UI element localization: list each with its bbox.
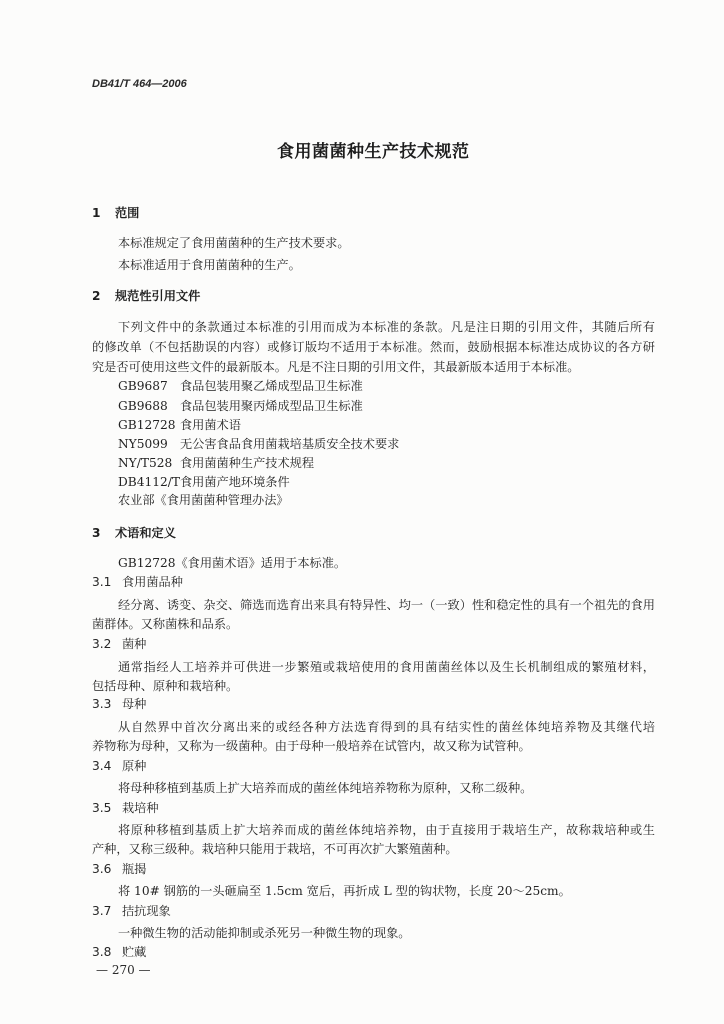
section-heading: 规范性引用文件 bbox=[115, 289, 201, 303]
reference-code: NY/T528 bbox=[118, 456, 173, 470]
definition-line: 包括母种、原种和栽培种。 bbox=[92, 679, 239, 693]
reference-title: 无公害食品食用菌栽培基质安全技术要求 bbox=[180, 437, 400, 451]
definition-line: 一种微生物的活动能抑制或杀死另一种微生物的现象。 bbox=[118, 926, 411, 940]
definition-line: 从自然界中首次分离出来的或经各种方法选育得到的具有结实性的菌丝体纯培养物及其继代培 bbox=[118, 720, 655, 734]
section-heading: 术语和定义 bbox=[115, 526, 176, 540]
term-heading: 食用菌品种 bbox=[122, 575, 183, 589]
reference-title: 食用菌菌种生产技术规程 bbox=[180, 456, 315, 470]
section-heading: 范围 bbox=[115, 206, 140, 220]
term-heading: 拮抗现象 bbox=[122, 904, 171, 918]
reference-title: 食品包装用聚乙烯成型品卫生标准 bbox=[180, 379, 363, 393]
paragraph-line: 本标准规定了食用菌菌种的生产技术要求。 bbox=[118, 236, 350, 250]
section-number: 3 bbox=[92, 526, 101, 540]
term-heading: 贮藏 bbox=[122, 945, 147, 959]
definition-line: 经分离、诱变、杂交、筛选而选育出来具有特异性、均一（一致）性和稳定性的具有一个祖先的食用 bbox=[118, 598, 655, 612]
definition-line: 养物称为母种，又称为一级菌种。由于母种一般培养在试管内，故又称为试管种。 bbox=[92, 739, 531, 753]
document-title: 食用菌菌种生产技术规范 bbox=[277, 142, 470, 162]
term-heading: 栽培种 bbox=[122, 801, 159, 815]
reference-title: 食品包装用聚丙烯成型品卫生标准 bbox=[180, 399, 363, 413]
reference-note: 农业部《食用菌菌种管理办法》 bbox=[118, 493, 289, 507]
page-number: — 270 — bbox=[96, 963, 151, 977]
definition-line: 通常指经人工培养并可供进一步繁殖或栽培使用的食用菌菌丝体以及生长机制组成的繁殖材料， bbox=[118, 660, 655, 674]
term-number: 3.1 bbox=[92, 575, 112, 589]
section-intro: GB12728《食用菌术语》适用于本标准。 bbox=[118, 556, 347, 570]
reference-code: NY5099 bbox=[118, 437, 168, 451]
paragraph-line: 究是否可使用这些文件的最新版本。凡是不注日期的引用文件，其最新版本适用于本标准。 bbox=[92, 360, 580, 374]
definition-line: 将 10# 钢筋的一头砸扁至 1.5cm 宽后，再折成 L 型的钩状物，长度 20～25cm。 bbox=[118, 884, 571, 898]
reference-code: GB12728 bbox=[118, 418, 176, 432]
paragraph-line: 的修改单（不包括勘误的内容）或修订版均不适用于本标准。然而，鼓励根据本标准达成协议的各方研 bbox=[92, 340, 655, 354]
term-number: 3.5 bbox=[92, 801, 112, 815]
term-heading: 瓶揭 bbox=[122, 862, 147, 876]
term-number: 3.7 bbox=[92, 904, 112, 918]
reference-title: 食用菌产地环境条件 bbox=[180, 475, 290, 489]
term-heading: 母种 bbox=[122, 697, 147, 711]
reference-code: GB9687 bbox=[118, 379, 168, 393]
definition-line: 将母种移植到基质上扩大培养而成的菌丝体纯培养物称为原种，又称二级种。 bbox=[118, 781, 533, 795]
term-number: 3.3 bbox=[92, 697, 112, 711]
reference-code: DB4112/T bbox=[118, 475, 180, 489]
section-number: 2 bbox=[92, 289, 101, 303]
reference-title: 食用菌术语 bbox=[180, 418, 241, 432]
reference-code: GB9688 bbox=[118, 399, 168, 413]
term-number: 3.8 bbox=[92, 945, 112, 959]
paragraph-line: 下列文件中的条款通过本标准的引用而成为本标准的条款。凡是注日期的引用文件，其随后所有 bbox=[118, 320, 655, 334]
term-number: 3.4 bbox=[92, 759, 112, 773]
section-number: 1 bbox=[92, 206, 101, 220]
definition-line: 将原种移植到基质上扩大培养而成的菌丝体纯培养物，由于直接用于栽培生产，故称栽培种或生 bbox=[118, 823, 655, 837]
definition-line: 菌群体。又称菌株和品系。 bbox=[92, 617, 239, 631]
term-heading: 原种 bbox=[122, 759, 147, 773]
term-number: 3.6 bbox=[92, 862, 112, 876]
term-number: 3.2 bbox=[92, 637, 112, 651]
standard-code-header: DB41/T 464—2006 bbox=[92, 78, 187, 90]
paragraph-line: 本标准适用于食用菌菌种的生产。 bbox=[118, 258, 301, 272]
term-heading: 菌种 bbox=[122, 637, 147, 651]
definition-line: 产种，又称三级种。栽培种只能用于栽培，不可再次扩大繁殖菌种。 bbox=[92, 842, 458, 856]
